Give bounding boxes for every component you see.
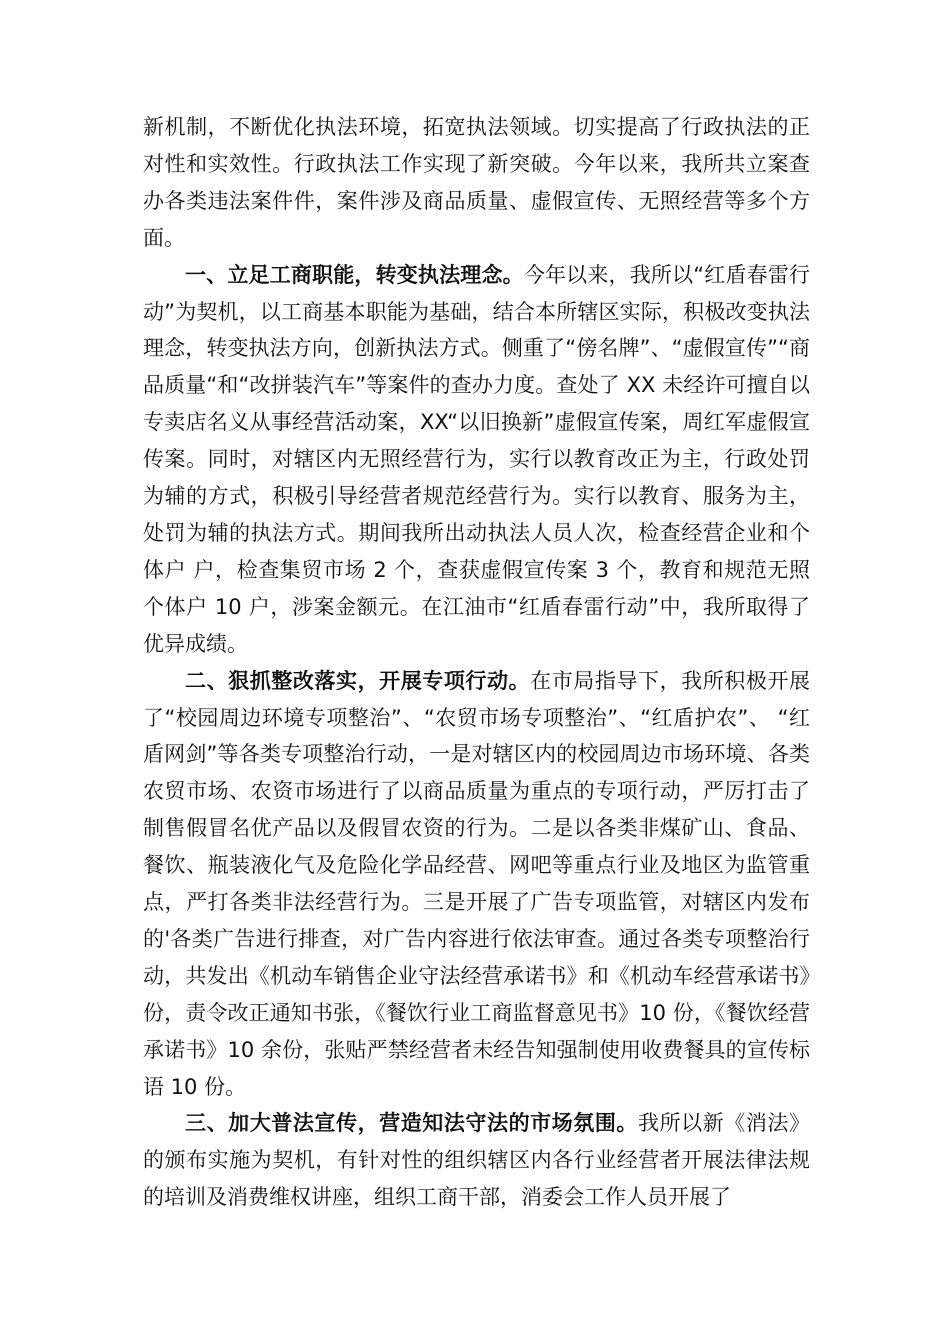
section-3-heading: 三、加大普法宣传，营造知法守法的市场氛围。 [185, 1111, 638, 1136]
paragraph-section-3 [143, 1105, 810, 1216]
section-2-body: 在市局指导下，我所积极开展了“校园周边环境专项整治”、“农贸市场专项整治”、“红盾护农”、 “红盾网剑”等各类专项整治行动，一是对辖区内的校园周边市场环境、各类农贸市场、农资市场进行了以商品质量为重点的专项行动，严厉打击了制售假冒名优产品以及假冒农资的行为。二是以各类非煤矿山、食品、餐饮、瓶装液化气及危险化学品经营、网吧等重点行业及地区为监管重点，严打各类非法经营行为。三是开展了广告专项监管，对辖区内发布的'各类广告进行排查，对广告内容进行依法审查。通过各类专项整治行动，共发出《机动车销售企业守法经营承诺书》和《机动车经营承诺书》份，责令改正通知书张，《餐饮行业工商监督意见书》10 份，《餐饮经营承诺书》10 余份，张贴严禁经营者未经告知强制使用收费餐具的宣传标语 10 份。 [143, 668, 811, 1099]
paragraph-intro [143, 109, 810, 257]
paragraph-section-1 [143, 257, 810, 663]
section-3-body: 我所以新《消法》的颁布实施为契机，有针对性的组织辖区内各行业经营者开展法律法规的培训及消费维权讲座，组织工商干部，消委会工作人员开展了 [143, 1111, 810, 1210]
paragraph-section-2 [143, 663, 810, 1106]
document-page [143, 109, 810, 1216]
section-2-heading: 二、狠抓整改落实，开展专项行动。 [185, 668, 531, 693]
section-1-heading: 一、立足工商职能，转变执法理念。 [185, 262, 524, 287]
paragraph-intro-body: 新机制，不断优化执法环境，拓宽执法领域。切实提高了行政执法的正对性和实效性。行政执法工作实现了新突破。今年以来，我所共立案查办各类违法案件件，案件涉及商品质量、虚假宣传、无照经营等多个方面。 [143, 115, 810, 250]
section-1-body: 今年以来，我所以“红盾春雷行动”为契机，以工商基本职能为基础，结合本所辖区实际，积极改变执法理念，转变执法方向，创新执法方式。侧重了“傍名牌”、“虚假宣传”“商品质量“和“改拼装汽车”等案件的查办力度。查处了 XX 未经许可擅自以专卖店名义从事经营活动案，XX“以旧换新”虚假宣传案，周红军虚假宣传案。同时，对辖区内无照经营行为，实行以教育改正为主，行政处罚为辅的方式，积极引导经营者规范经营行为。实行以教育、服务为主，处罚为辅的执法方式。期间我所出动执法人员人次，检查经营企业和个体户 户，检查集贸市场 2 个，查获虚假宣传案 3 个，教育和规范无照个体户 10 户，涉案金额元。在江油市“红盾春雷行动”中，我所取得了优异成绩。 [143, 262, 810, 656]
